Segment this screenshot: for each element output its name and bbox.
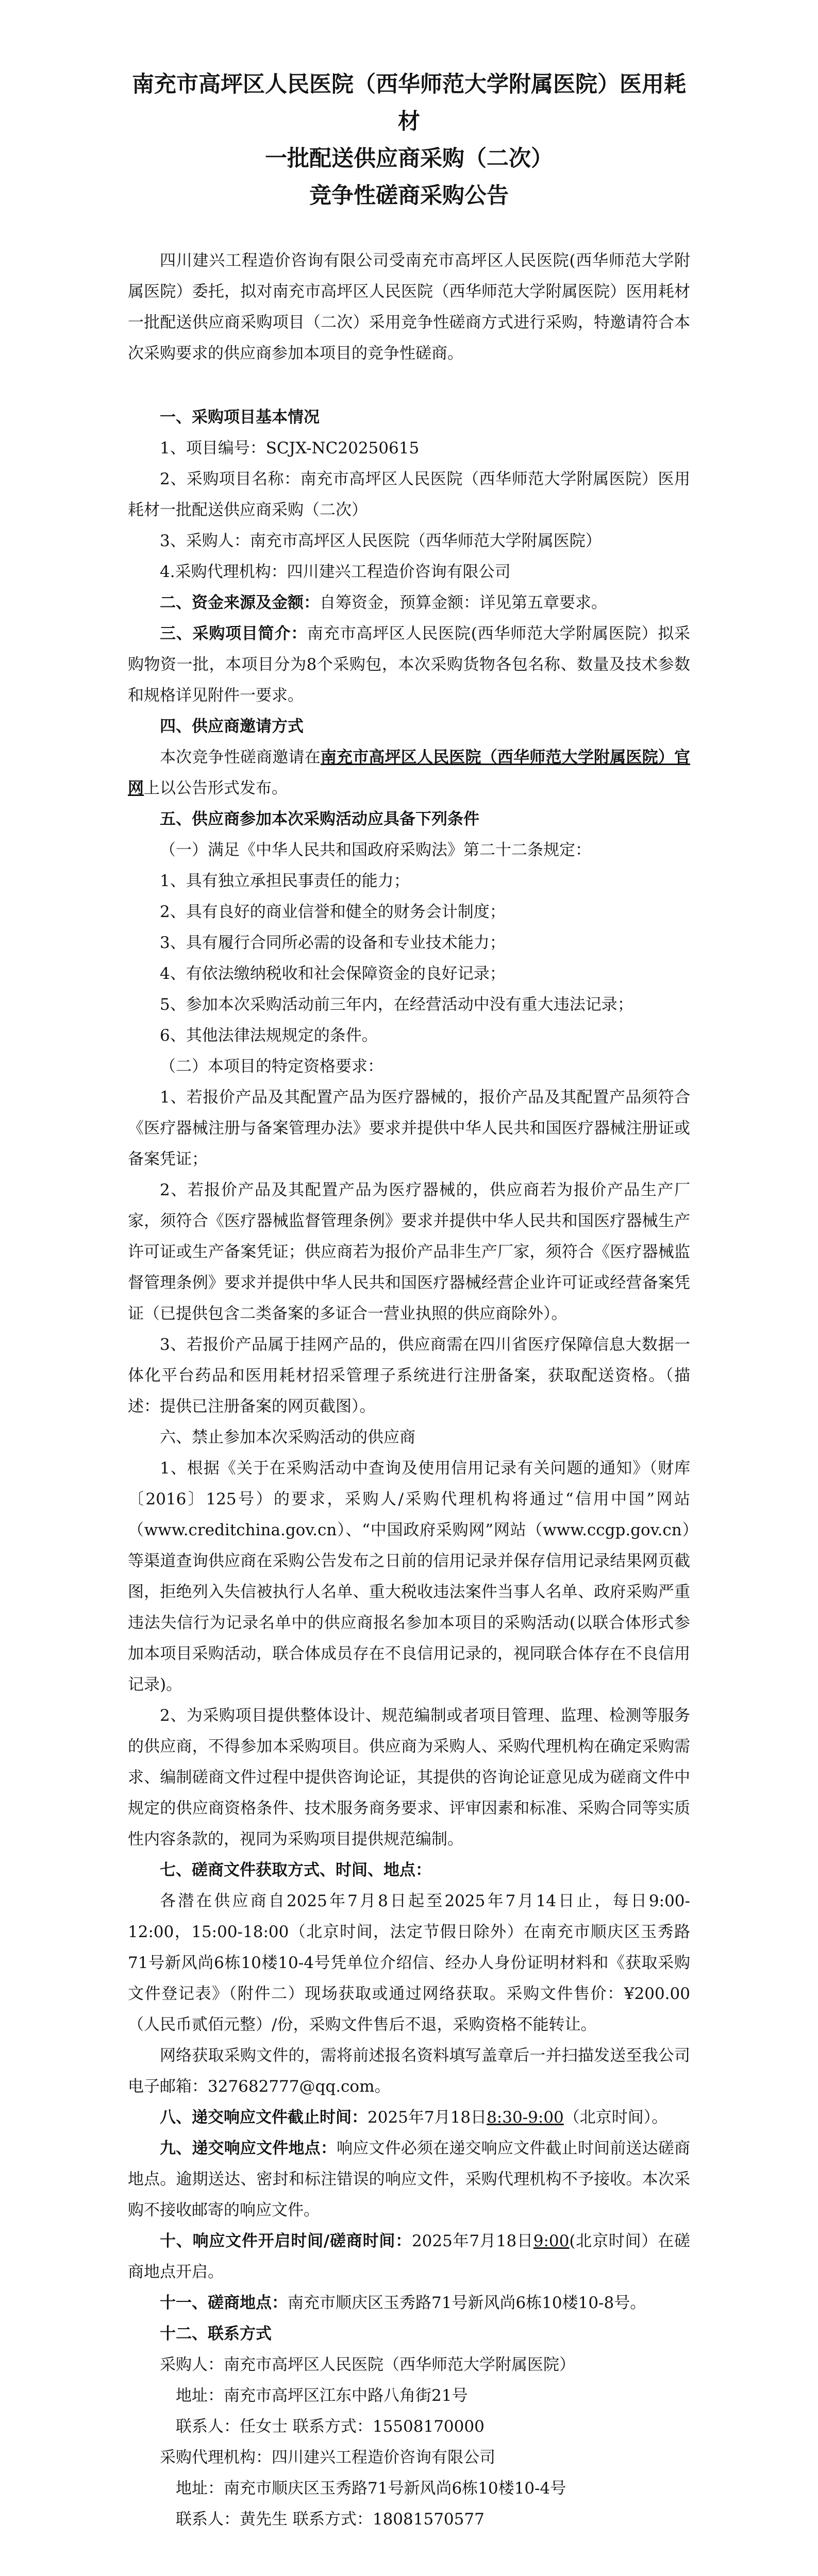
section-5-sub-2: （二）本项目的特定资格要求： <box>160 1057 383 1076</box>
contact-section <box>128 2318 690 2535</box>
section-9-heading: 九、递交响应文件地点： <box>160 2139 337 2158</box>
section-4-text <box>128 742 690 804</box>
special-requirement-3: 3、若报价产品属于挂网产品的，供应商需在四川省医疗保障信息大数据一体化平台药品和医用耗材招采管理子系统进行注册备案，获取配送资格。（描述：提供已注册备案的网页截图）。 <box>128 1335 690 1416</box>
section-4-text-pre: 本次竞争性磋商邀请在 <box>160 748 321 767</box>
section-11 <box>128 2287 690 2318</box>
section-12-heading: 十二、联系方式 <box>160 2325 272 2343</box>
section-8-time: 8:30-9:00 <box>487 2108 564 2127</box>
purchaser-line: 3、采购人：南充市高坪区人民医院（西华师范大学附属医院） <box>160 532 602 550</box>
section-8-date: 2025年7月18日 <box>368 2108 487 2127</box>
title-line-1: 南充市高坪区人民医院（西华师范大学附属医院）医用耗材 <box>132 72 686 134</box>
intro-paragraph: 四川建兴工程造价咨询有限公司受南充市高坪区人民医院(西华师范大学附属医院）委托，拟对南充市高坪区人民医院（西华师范大学附属医院）医用耗材一批配送供应商采购项目（二次）采用竞争性磋商方式进行采购，特邀请符合本次采购要求的供应商参加本项目的竞争性磋商。 <box>128 251 690 363</box>
section-2-text: 自筹资金，预算金额：详见第五章要求。 <box>320 594 607 612</box>
hospital-website-link[interactable]: 南充市高坪区人民医院（西华师范大学附属医院）官网 <box>128 748 690 798</box>
section-10 <box>128 2226 690 2287</box>
agency-line: 4.采购代理机构：四川建兴工程造价咨询有限公司 <box>160 563 511 581</box>
section-2-heading: 二、资金来源及金额： <box>160 594 320 612</box>
special-requirement-1: 1、若报价产品及其配置产品为医疗器械的，报价产品及其配置产品须符合《医疗器械注册与备案管理办法》要求并提供中华人民共和国医疗器械注册证或备案凭证； <box>128 1088 690 1168</box>
section-5-sub-1: （一）满足《中华人民共和国政府采购法》第二十二条规定： <box>160 841 591 859</box>
condition-4: 4、有依法缴纳税收和社会保障资金的良好记录； <box>160 964 506 983</box>
section-2 <box>128 587 690 618</box>
section-7-paragraph-1: 各潜在供应商自2025年7月8日起至2025年7月14日止，每日9:00-12:00，15:00-18:00（北京时间，法定节假日除外）在南充市顺庆区玉秀路71号新风尚6栋10楼10-4号凭单位介绍信、经办人身份证明材料和《获取采购文件登记表》（附件二）现场获取或通过网络获取。采购文件售价：¥200.00（人民币贰佰元整）/份，采购文件售后不退，采购资格不能转让。 <box>128 1892 690 2034</box>
agency-address: 地址：南充市顺庆区玉秀路71号新风尚6栋10楼10-4号 <box>176 2479 566 2498</box>
section-7-heading: 七、磋商文件获取方式、时间、地点： <box>160 1861 431 1879</box>
section-9 <box>128 2133 690 2226</box>
section-9-text: 响应文件必须在递交响应文件截止时间前送达磋商地点。逾期送达、密封和标注错误的响应文件，采购代理机构不予接收。本次采购不接收邮寄的响应文件。 <box>128 2139 690 2219</box>
section-4-heading: 四、供应商邀请方式 <box>160 717 304 736</box>
project-name: 2、采购项目名称：南充市高坪区人民医院（西华师范大学附属医院）医用耗材一批配送供应商采购（二次） <box>128 470 690 519</box>
section-4-text-post: 上以公告形式发布。 <box>144 779 288 798</box>
purchaser-label: 采购人： <box>160 2355 224 2374</box>
project-number: 1、项目编号：SCJX-NC20250615 <box>160 439 420 457</box>
section-10-time: 9:00 <box>533 2232 570 2250</box>
agency-label: 采购代理机构： <box>160 2448 272 2467</box>
section-10-suffix: (北京时间）在磋商地点开启。 <box>128 2232 691 2281</box>
section-11-text: 南充市顺庆区玉秀路71号新风尚6栋10楼10-8号。 <box>288 2294 646 2312</box>
section-10-date: 2025年7月18日 <box>411 2232 533 2250</box>
section-8-suffix: （北京时间）。 <box>563 2108 668 2127</box>
condition-2: 2、具有良好的商业信誉和健全的财务会计制度； <box>160 903 506 921</box>
purchaser-name: 南充市高坪区人民医院（西华师范大学附属医院） <box>224 2355 575 2374</box>
section-8-heading: 八、递交响应文件截止时间： <box>160 2108 368 2127</box>
agency-phone: 联系人：黄先生 联系方式：18081570577 <box>176 2510 485 2529</box>
agency-name: 四川建兴工程造价咨询有限公司 <box>272 2448 495 2467</box>
title-line-2: 一批配送供应商采购（二次） <box>265 146 553 172</box>
section-3-text: 南充市高坪区人民医院(西华师范大学附属医院）拟采购物资一批，本项目分为8个采购包，本次采购货物各包名称、数量及技术参数和规格详见附件一要求。 <box>128 624 691 705</box>
purchaser-phone: 联系人：任女士 联系方式：15508170000 <box>176 2417 485 2436</box>
prohibited-1: 1、根据《关于在采购活动中查询及使用信用记录有关问题的通知》（财库〔2016〕125号）的要求，采购人/采购代理机构将通过“信用中国”网站（www.creditchina.gov.cn）、“中国政府采购网”网站（www.ccgp.gov.cn）等渠道查询供应商在采购公告发布之日前的信用记录并保存信用记录结果网页截图，拒绝列入失信被执行人名单、重大税收违法案件当事人名单、政府采购严重违法失信行为记录名单中的供应商报名参加本项目的采购活动(以联合体形式参加本项目采购活动，联合体成员存在不良信用记录的，视同联合体存在不良信用记录)。 <box>128 1459 690 1694</box>
section-10-heading: 十、响应文件开启时间/磋商时间： <box>160 2232 412 2250</box>
section-5-heading: 五、供应商参加本次采购活动应具备下列条件 <box>160 810 479 828</box>
section-3 <box>128 618 690 711</box>
agency-contact <box>128 2442 690 2473</box>
section-6-heading: 六、禁止参加本次采购活动的供应商 <box>160 1428 415 1447</box>
condition-5: 5、参加本次采购活动前三年内，在经营活动中没有重大违法记录； <box>160 995 633 1014</box>
condition-6: 6、其他法律法规规定的条件。 <box>160 1026 378 1045</box>
section-3-heading: 三、采购项目简介： <box>160 624 308 643</box>
prohibited-2: 2、为采购项目提供整体设计、规范编制或者项目管理、监理、检测等服务的供应商，不得参加本采购项目。供应商为采购人、采购代理机构在确定采购需求、编制磋商文件过程中提供咨询论证，其提供的咨询论证意见成为磋商文件中规定的供应商资格条件、技术服务商务要求、评审因素和标准、采购合同等实质性内容条款的，视同为采购项目提供规范编制。 <box>128 1706 690 1849</box>
section-7-paragraph-2: 网络获取采购文件的，需将前述报名资料填写盖章后一并扫描发送至我公司电子邮箱：327682777@qq.com。 <box>128 2046 690 2096</box>
section-11-heading: 十一、磋商地点： <box>160 2294 288 2312</box>
section-8 <box>128 2102 690 2133</box>
condition-3: 3、具有履行合同所必需的设备和专业技术能力； <box>160 934 506 952</box>
title-line-3: 竞争性磋商采购公告 <box>309 183 509 209</box>
special-requirement-2: 2、若报价产品及其配置产品为医疗器械的，供应商若为报价产品生产厂家，须符合《医疗器械监督管理条例》要求并提供中华人民共和国医疗器械生产许可证或生产备案凭证；供应商若为报价产品非生产厂家，须符合《医疗器械监督管理条例》要求并提供中华人民共和国医疗器械经营企业许可证或经营备案凭证（已提供包含二类备案的多证合一营业执照的供应商除外）。 <box>128 1181 690 1323</box>
document-title <box>128 66 690 214</box>
purchaser-address: 地址：南充市高坪区江东中路八角街21号 <box>176 2386 468 2405</box>
section-1-heading: 一、采购项目基本情况 <box>160 408 320 427</box>
purchaser-contact <box>128 2349 690 2380</box>
condition-1: 1、具有独立承担民事责任的能力； <box>160 872 410 890</box>
